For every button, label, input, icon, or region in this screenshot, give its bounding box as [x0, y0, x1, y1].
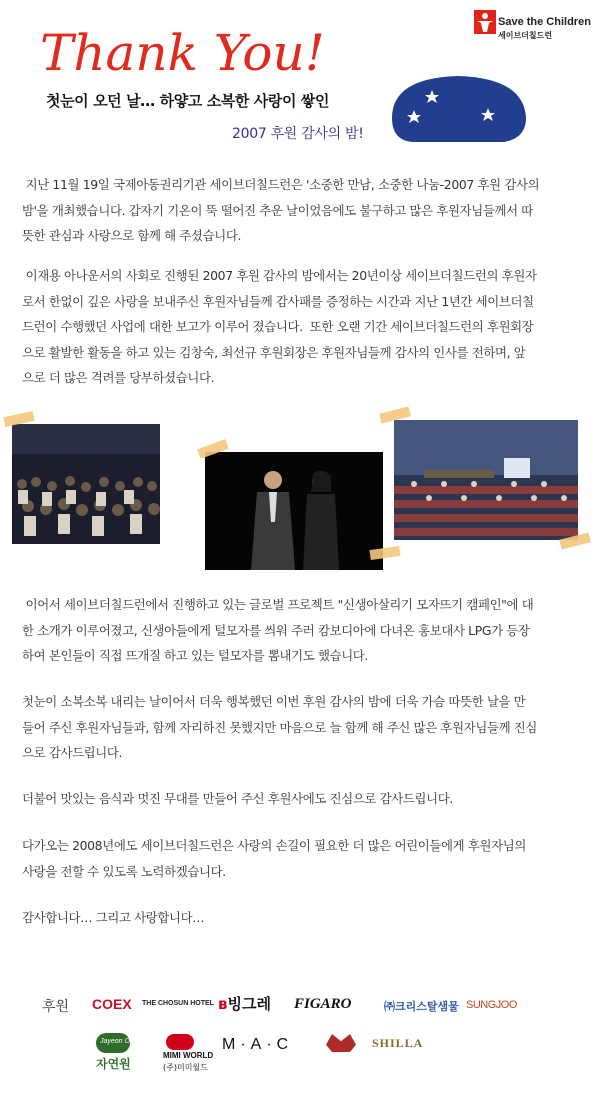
sponsor-coex: COEX [92, 996, 132, 1012]
page-subtitle: 첫눈이 오던 날… 하얗고 소복한 사랑이 쌓인 [46, 92, 330, 110]
sponsor-figaro: FIGARO [294, 996, 352, 1012]
photo-hosts [205, 452, 383, 570]
brand-name-ko: 세이브더칠드런 [498, 31, 553, 40]
paragraph-2: 이재용 아나운서의 사회로 진행된 2007 후원 감사의 밤에서는 20년이상 세이브더칠드런의 후원자 로서 한없이 깊은 사랑을 보내주신 후원자님들께 감사패를 증정하는 시간과 지난 1년간 세이브더칠 드런이 수행했던 사업에 대한 보고가 이루어 졌습니다. 또한 오랜 기간 세이브더칠드런의 후원회장 으로 활발한 활동을 하고 있는 김창숙, 최선규 후원회장은 후원자님들께 감사의 인사를 전하며, 앞 으로 더 많은 격려를 당부하셨습니다. [22, 268, 537, 385]
photo-auditorium [394, 420, 578, 540]
sponsor-mimi-world-ko: (주)미미월드 [163, 1063, 208, 1072]
sponsor-sungjoo: SUNGJOO [466, 999, 517, 1011]
sponsor-shilla: SHILLA [372, 1036, 424, 1050]
paragraph-1: 지난 11월 19일 국제아동권리기관 세이브더칠드런은 '소중한 만남, 소중한 나눔-2007 후원 감사의 밤'을 개최했습니다. 갑자기 기온이 뚝 떨어진 추운 날이었음에도 불구하고 많은 후원자님들께서 따 뜻한 관심과 사랑으로 함께 해 주셨습니다. [22, 177, 540, 243]
save-the-children-icon [474, 10, 496, 34]
sponsor-chosun-hotel: THE CHOSUN HOTEL [142, 1000, 214, 1007]
thank-you-text: Thank You! [40, 24, 325, 82]
brand-name-en: Save the Children [498, 16, 591, 28]
sponsor-mimi-world: MIMI WORLD [163, 1051, 214, 1060]
paragraph-6: 다가오는 2008년에도 세이브더칠드런은 사랑의 손길이 필요한 더 많은 어린이들에게 후원자님의 사랑을 전할 수 있도록 노력하겠습니다. [22, 838, 526, 879]
thank-you-title [36, 8, 336, 88]
paragraph-7: 감사합니다… 그리고 사랑합니다… [22, 910, 205, 925]
save-the-children-logo [474, 10, 596, 46]
sponsor-crystal-water: ㈜크리스탈샘물 [384, 1000, 459, 1013]
paragraph-5: 더불어 맛있는 음식과 멋진 무대를 만들어 주신 후원사에도 진심으로 감사드립니다. [22, 791, 453, 806]
photo-audience [12, 424, 160, 544]
paragraph-3: 이어서 세이브더칠드런에서 진행하고 있는 글로벌 프로젝트 "신생아살리기 모자뜨기 캠페인"에 대 한 소개가 이루어졌고, 신생아들에게 털모자를 씌워 주러 캄보디아에 다녀온 홍보대사 LPG가 등장 하여 본인들이 직접 뜨개질 하고 있는 털모자를 뽐내기도 했습니다. [22, 597, 534, 663]
sponsor-emblem [326, 1034, 356, 1052]
night-sky-illustration [384, 68, 532, 146]
event-title: 2007 후원 감사의 밤! [232, 126, 364, 142]
jayeon-one-logo: Jayeon One [96, 1033, 130, 1053]
mimi-world-logo [166, 1034, 194, 1050]
sponsor-mac: M·A·C [222, 1036, 294, 1053]
sponsor-jayeonone: 자연원 [96, 1057, 131, 1071]
sponsor-binggrae: ʙ빙그레 [218, 995, 271, 1013]
paragraph-4: 첫눈이 소복소복 내리는 날이어서 더욱 행복했던 이번 후원 감사의 밤에 더욱 가슴 따뜻한 날을 만 들어 주신 후원자님들과, 함께 자리하진 못했지만 마음으로 늘 함께 해 주신 많은 후원자님들께 진심 으로 감사드립니다. [22, 694, 538, 760]
sponsors-label: 후원 [42, 999, 70, 1015]
